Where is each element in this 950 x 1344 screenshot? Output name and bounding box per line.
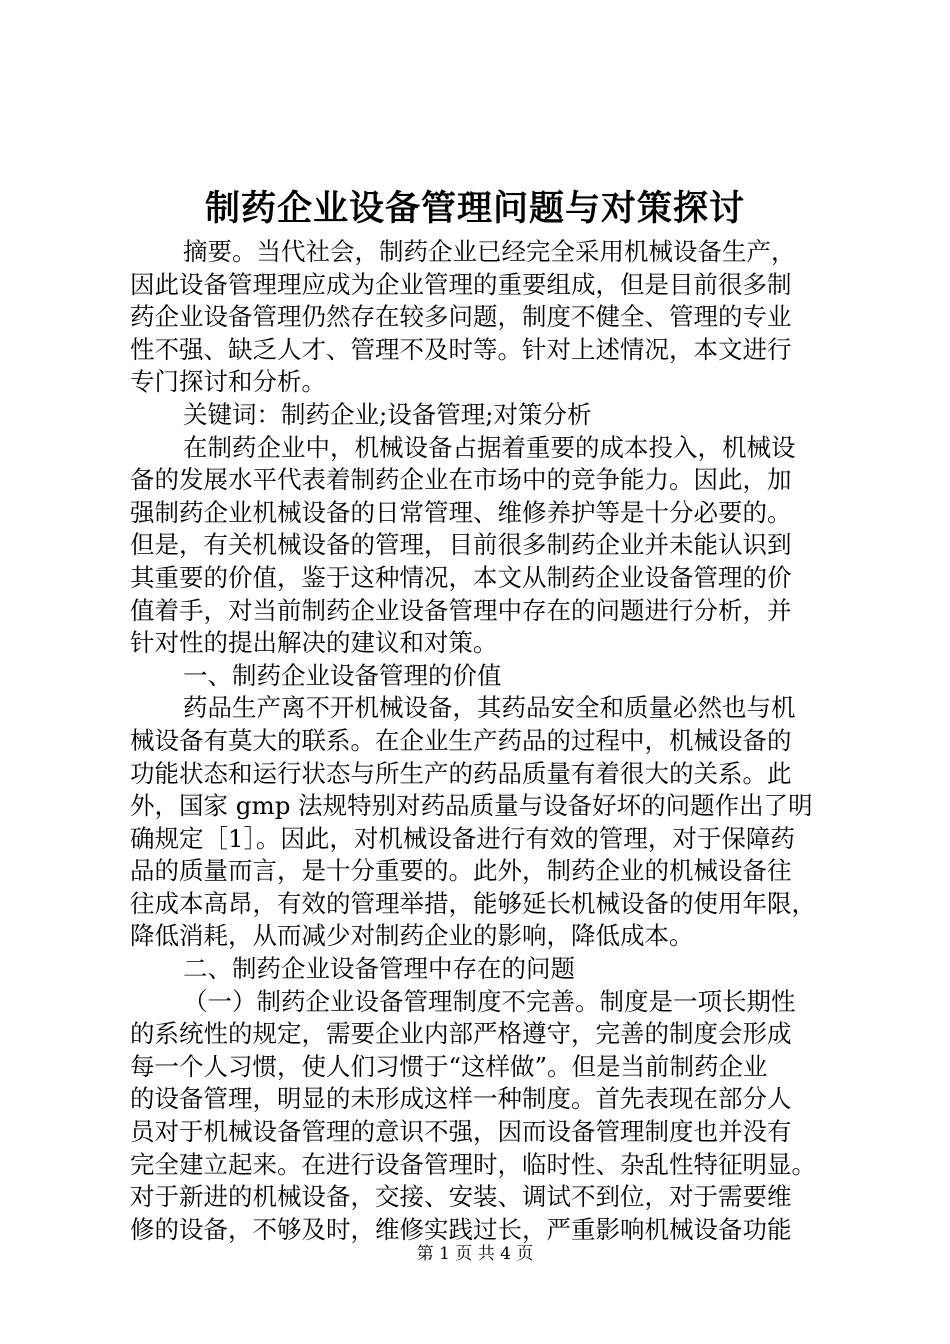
text-line: 专门探讨和分析。 [130, 367, 326, 397]
page-footer: 第 1 页 共 4 页 [416, 1244, 534, 1264]
text-line: （一）制药企业设备管理制度不完善。制度是一项长期性 [183, 986, 796, 1016]
text-line: 品的质量而言，是十分重要的。此外，制药企业的机械设备往 [130, 856, 792, 886]
text-line: 摘要。当代社会，制药企业已经完全采用机械设备生产， [183, 237, 796, 266]
text-line: 功能状态和运行状态与所生产的药品质量有着很大的关系。此 [130, 758, 792, 788]
text-line: 确规定［1］。因此，对机械设备进行有效的管理，对于保障药 [130, 823, 795, 853]
text-line: 对于新进的机械设备，交接、安装、调试不到位，对于需要维 [130, 1182, 792, 1212]
text-line: 每一个人习惯，使人们习惯于“这样做”。但是当前制药企业 [130, 1051, 768, 1081]
text-line: 一、制药企业设备管理的价值 [183, 660, 502, 690]
text-line: 针对性的提出解决的建议和对策。 [130, 628, 498, 658]
text-line: 修的设备，不够及时，维修实践过长，严重影响机械设备功能 [130, 1214, 792, 1244]
text-line: 完全建立起来。在进行设备管理时，临时性、杂乱性特征明显。 [130, 1149, 816, 1179]
text-line: 性不强、缺乏人才、管理不及时等。针对上述情况，本文进行 [130, 334, 792, 364]
text-line: 降低消耗，从而减少对制药企业的影响，降低成本。 [130, 921, 694, 951]
text-line: 因此设备管理理应成为企业管理的重要组成，但是目前很多制 [130, 269, 792, 299]
text-line: 强制药企业机械设备的日常管理、维修养护等是十分必要的。 [130, 497, 792, 527]
text-line: 在制药企业中，机械设备占据着重要的成本投入，机械设 [183, 432, 796, 462]
text-line: 的系统性的规定，需要企业内部严格遵守，完善的制度会形成 [130, 1019, 792, 1049]
text-line: 值着手，对当前制药企业设备管理中存在的问题进行分析，并 [130, 595, 792, 625]
text-line: 其重要的价值，鉴于这种情况，本文从制药企业设备管理的价 [130, 562, 792, 592]
text-line: 外，国家 gmp 法规特别对药品质量与设备好坏的问题作出了明 [130, 791, 813, 821]
text-line: 械设备有莫大的联系。在企业生产药品的过程中，机械设备的 [130, 725, 792, 755]
document-body [130, 236, 830, 1246]
text-line: 关键词：制药企业;设备管理;对策分析 [183, 399, 592, 429]
text-line: 备的发展水平代表着制药企业在市场中的竞争能力。因此，加 [130, 465, 792, 495]
text-line: 药企业设备管理仍然存在较多问题，制度不健全、管理的专业 [130, 302, 792, 332]
text-line: 但是，有关机械设备的管理，目前很多制药企业并未能认识到 [130, 530, 792, 560]
text-line: 往成本高昂，有效的管理举措，能够延长机械设备的使用年限， [130, 888, 816, 918]
text-line: 员对于机械设备管理的意识不强，因而设备管理制度也并没有 [130, 1117, 792, 1147]
document-title: 制药企业设备管理问题与对策探讨 [204, 188, 745, 229]
text-line: 的设备管理，明显的未形成这样一种制度。首先表现在部分人 [130, 1084, 792, 1114]
text-line: 二、制药企业设备管理中存在的问题 [183, 954, 575, 984]
text-line: 药品生产离不开机械设备，其药品安全和质量必然也与机 [183, 693, 796, 723]
